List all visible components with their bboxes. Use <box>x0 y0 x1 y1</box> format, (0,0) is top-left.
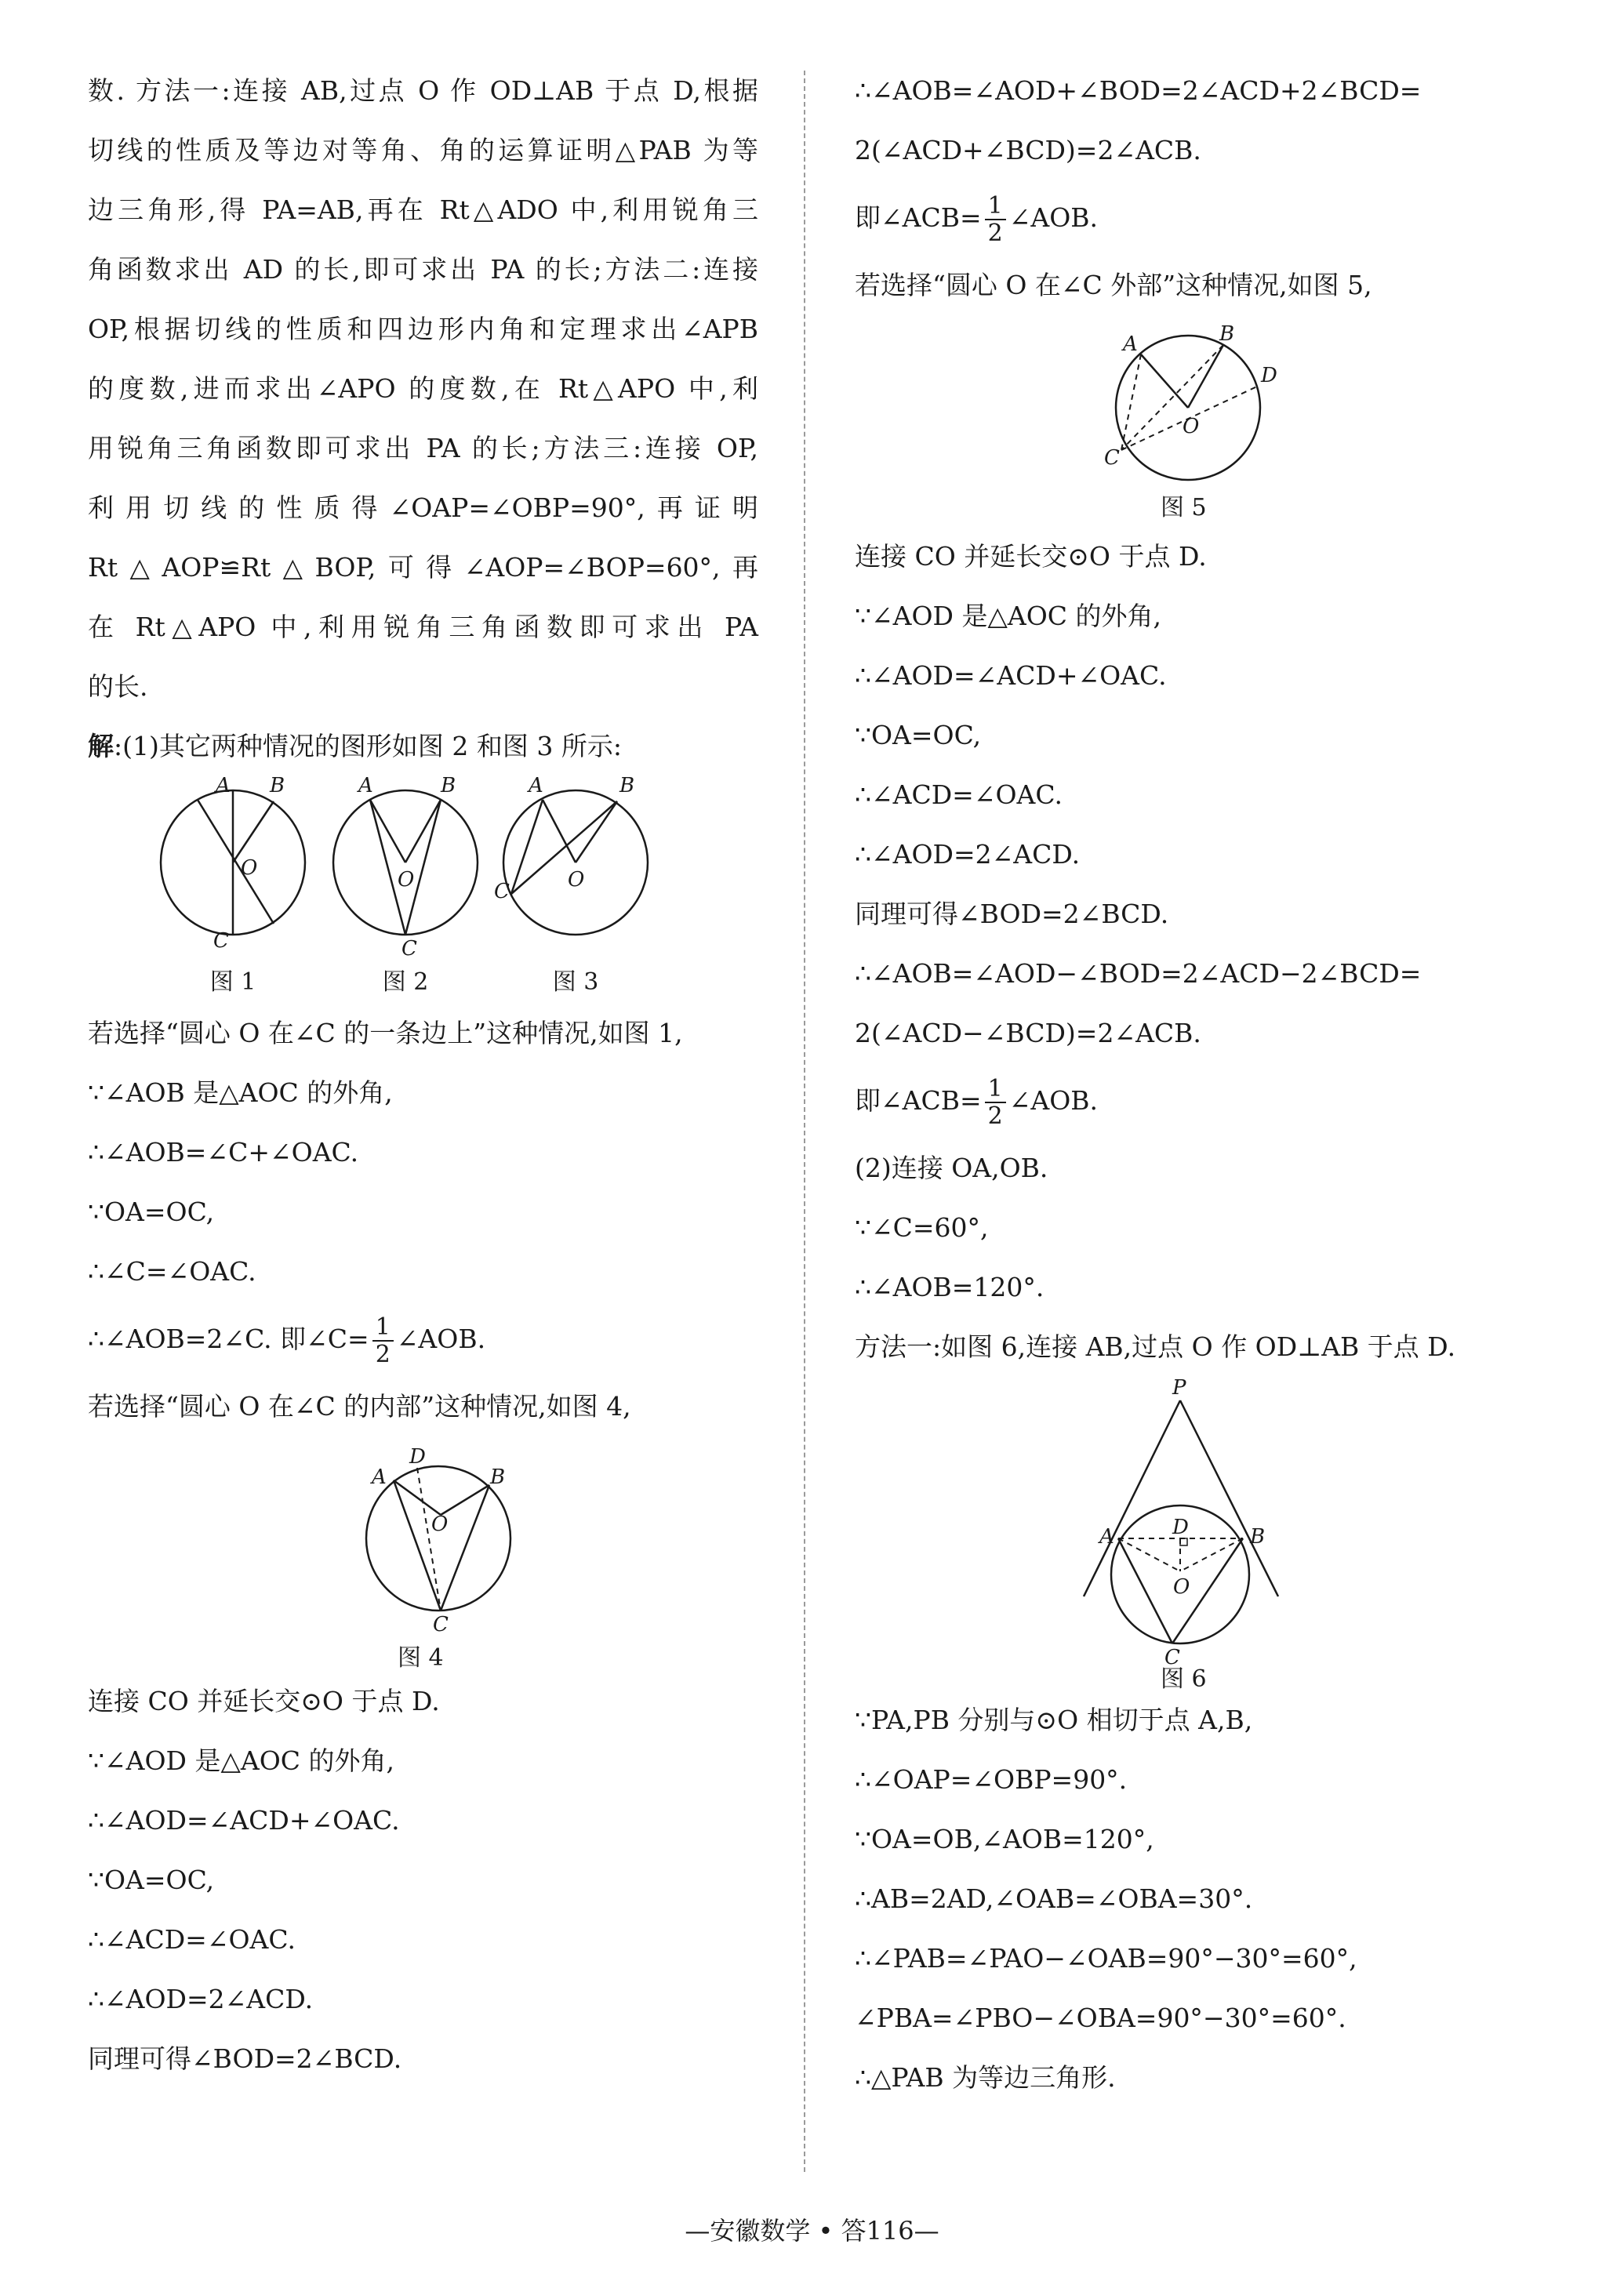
figure-caption: 图 1 <box>209 968 256 996</box>
text-line: ∠PBA=∠PBO−∠OBA=90°−30°=60°. <box>855 2003 1346 2033</box>
figure-caption: 图 2 <box>382 968 429 996</box>
text-line: ∵PA,PB 分别与⊙O 相切于点 A,B, <box>855 1705 1253 1735</box>
label-b: B <box>1219 322 1235 346</box>
label-d: D <box>409 1445 426 1469</box>
figures-1-3-svg <box>88 776 758 1004</box>
label-c: C <box>494 880 510 903</box>
label-b: B <box>270 776 285 797</box>
figure-6 <box>855 1377 1545 1691</box>
text-line: 2(∠ACD−∠BCD)=2∠ACB. <box>855 1018 1201 1048</box>
solution-intro <box>88 717 758 776</box>
figure-4 <box>88 1436 758 1672</box>
label-b: B <box>619 776 635 797</box>
text-line: ∴∠AOB=∠AOD−∠BOD=2∠ACD−2∠BCD= <box>855 958 1422 989</box>
figure-4-svg <box>88 1436 758 1672</box>
text-line: ∵OA=OC, <box>855 720 982 750</box>
label-o: O <box>398 868 415 892</box>
text-line: ∴∠AOD=∠ACD+∠OAC. <box>855 660 1167 691</box>
figure-5-svg <box>855 315 1545 527</box>
text-line: ∴∠ACD=∠OAC. <box>855 779 1063 810</box>
label-p: P <box>1172 1377 1186 1400</box>
label-o: O <box>1173 1575 1190 1599</box>
text-line: 若选择“圆心 O 在∠C 的一条边上”这种情况,如图 1, <box>88 1018 683 1048</box>
label-a: A <box>1099 1525 1114 1549</box>
text-line: ∴∠AOB=120°. <box>855 1272 1045 1302</box>
text-line: 连接 CO 并延长交⊙O 于点 D. <box>855 541 1207 572</box>
label-c: C <box>401 937 417 961</box>
text-line: 同理可得∠BOD=2∠BCD. <box>855 899 1169 929</box>
label-a: A <box>216 776 231 797</box>
fraction: $\frac{1}{2}$ <box>372 1314 394 1367</box>
text-line: ∴∠AOB=∠C+∠OAC. <box>88 1137 359 1168</box>
label-c: C <box>1104 446 1120 470</box>
text-line: ∴AB=2AD,∠OAB=∠OBA=30°. <box>855 1883 1253 1914</box>
figure-6-svg <box>855 1377 1545 1691</box>
page-footer: —安徽数学 • 答116— <box>685 2216 939 2246</box>
label-b: B <box>1250 1525 1266 1549</box>
text-line: ∵∠C=60°, <box>855 1212 989 1243</box>
equation-line: 即∠ACB= $\frac{1}{2}$ ∠AOB. <box>855 192 1099 247</box>
text-line: 连接 CO 并延长交⊙O 于点 D. <box>88 1686 440 1716</box>
figures-1-3 <box>88 776 758 1004</box>
label-o: O <box>1183 415 1200 438</box>
label-c: C <box>433 1613 449 1636</box>
text-line: ∴∠PAB=∠PAO−∠OAB=90°−30°=60°, <box>855 1943 1357 1974</box>
label-d: D <box>1172 1516 1189 1539</box>
text-line: 的度数,进而求出∠APO 的度数,在 Rt△APO 中,利 <box>88 373 758 404</box>
text-line: 的长. <box>88 671 148 702</box>
left-column <box>88 61 758 2089</box>
label-a: A <box>529 776 543 797</box>
text-line: ∵∠AOD 是△AOC 的外角, <box>855 601 1161 631</box>
label-b: B <box>441 776 456 797</box>
text-line: ∵∠AOD 是△AOC 的外角, <box>88 1745 394 1776</box>
text-line: 同理可得∠BOD=2∠BCD. <box>88 2043 402 2074</box>
text-line: ∴∠ACD=∠OAC. <box>88 1924 296 1955</box>
figure-caption: 图 5 <box>1161 494 1207 521</box>
text-line: 数. 方法一:连接 AB,过点 O 作 OD⊥AB 于点 D,根据 <box>88 75 758 106</box>
figure-5 <box>855 315 1545 527</box>
text-line: 边三角形,得 PA=AB,再在 Rt△ADO 中,利用锐角三 <box>88 194 758 225</box>
text-line: ∴∠OAP=∠OBP=90°. <box>855 1764 1128 1795</box>
figure-caption: 图 3 <box>552 968 599 996</box>
label-o: O <box>431 1513 449 1536</box>
solution-label: 解 <box>88 731 114 761</box>
text-line: ∴∠C=∠OAC. <box>88 1256 256 1287</box>
fraction: $\frac{1}{2}$ <box>985 193 1006 246</box>
label-d: D <box>1261 364 1277 387</box>
label-b: B <box>490 1465 506 1489</box>
label-c: C <box>1164 1646 1180 1669</box>
text-line: 2(∠ACD+∠BCD)=2∠ACB. <box>855 135 1201 165</box>
text-line: Rt△AOP≌Rt△BOP,可得∠AOP=∠BOP=60°,再 <box>88 552 758 583</box>
text-line: ∵OA=OB,∠AOB=120°, <box>855 1824 1154 1854</box>
text-line: ∴∠AOD=2∠ACD. <box>855 839 1081 870</box>
label-c: C <box>213 929 229 953</box>
text-line: ∴△PAB 为等边三角形. <box>855 2062 1116 2093</box>
text-line: ∵OA=OC, <box>88 1197 215 1227</box>
text-line: 用锐角三角函数即可求出 PA 的长;方法三:连接 OP, <box>88 433 758 463</box>
solution-intro-text: :(1)其它两种情况的图形如图 2 和图 3 所示: <box>114 731 622 761</box>
text-line: 若选择“圆心 O 在∠C 的内部”这种情况,如图 4, <box>88 1391 631 1422</box>
text-line: 方法一:如图 6,连接 AB,过点 O 作 OD⊥AB 于点 D. <box>855 1331 1456 1362</box>
label-a: A <box>372 1465 387 1489</box>
text-line: 在 Rt△APO 中,利用锐角三角函数即可求出 PA <box>88 612 758 642</box>
text-line: ∵OA=OC, <box>88 1865 215 1895</box>
text-line: 若选择“圆心 O 在∠C 外部”这种情况,如图 5, <box>855 270 1372 300</box>
figure-caption: 图 6 <box>1161 1665 1207 1691</box>
column-divider <box>804 71 805 2172</box>
text-line: ∵∠AOB 是△AOC 的外角, <box>88 1077 393 1108</box>
text-line: (2)连接 OA,OB. <box>855 1153 1048 1183</box>
label-o: O <box>568 868 585 892</box>
text-line: ∴∠AOB=∠AOD+∠BOD=2∠ACD+2∠BCD= <box>855 75 1422 106</box>
text-line: ∴∠AOD=∠ACD+∠OAC. <box>88 1805 400 1836</box>
right-column <box>855 61 1545 2108</box>
text-line: 切线的性质及等边对等角、角的运算证明△PAB 为等 <box>88 135 758 165</box>
label-a: A <box>1123 332 1138 356</box>
text-line: ∴∠AOD=2∠ACD. <box>88 1984 314 2014</box>
text-line: 利用切线的性质得∠OAP=∠OBP=90°,再证明 <box>88 492 758 523</box>
label-o: O <box>241 856 258 880</box>
text-line: OP,根据切线的性质和四边形内角和定理求出∠APB <box>88 314 758 344</box>
equation-line: ∴∠AOB=2∠C. 即∠C= $\frac{1}{2}$ ∠AOB. <box>88 1313 486 1368</box>
text-line: 角函数求出 AD 的长,即可求出 PA 的长;方法二:连接 <box>88 254 758 285</box>
equation-line: 即∠ACB= $\frac{1}{2}$ ∠AOB. <box>855 1075 1099 1130</box>
fraction: $\frac{1}{2}$ <box>985 1076 1006 1129</box>
label-a: A <box>358 776 373 797</box>
figure-caption: 图 4 <box>398 1644 444 1672</box>
